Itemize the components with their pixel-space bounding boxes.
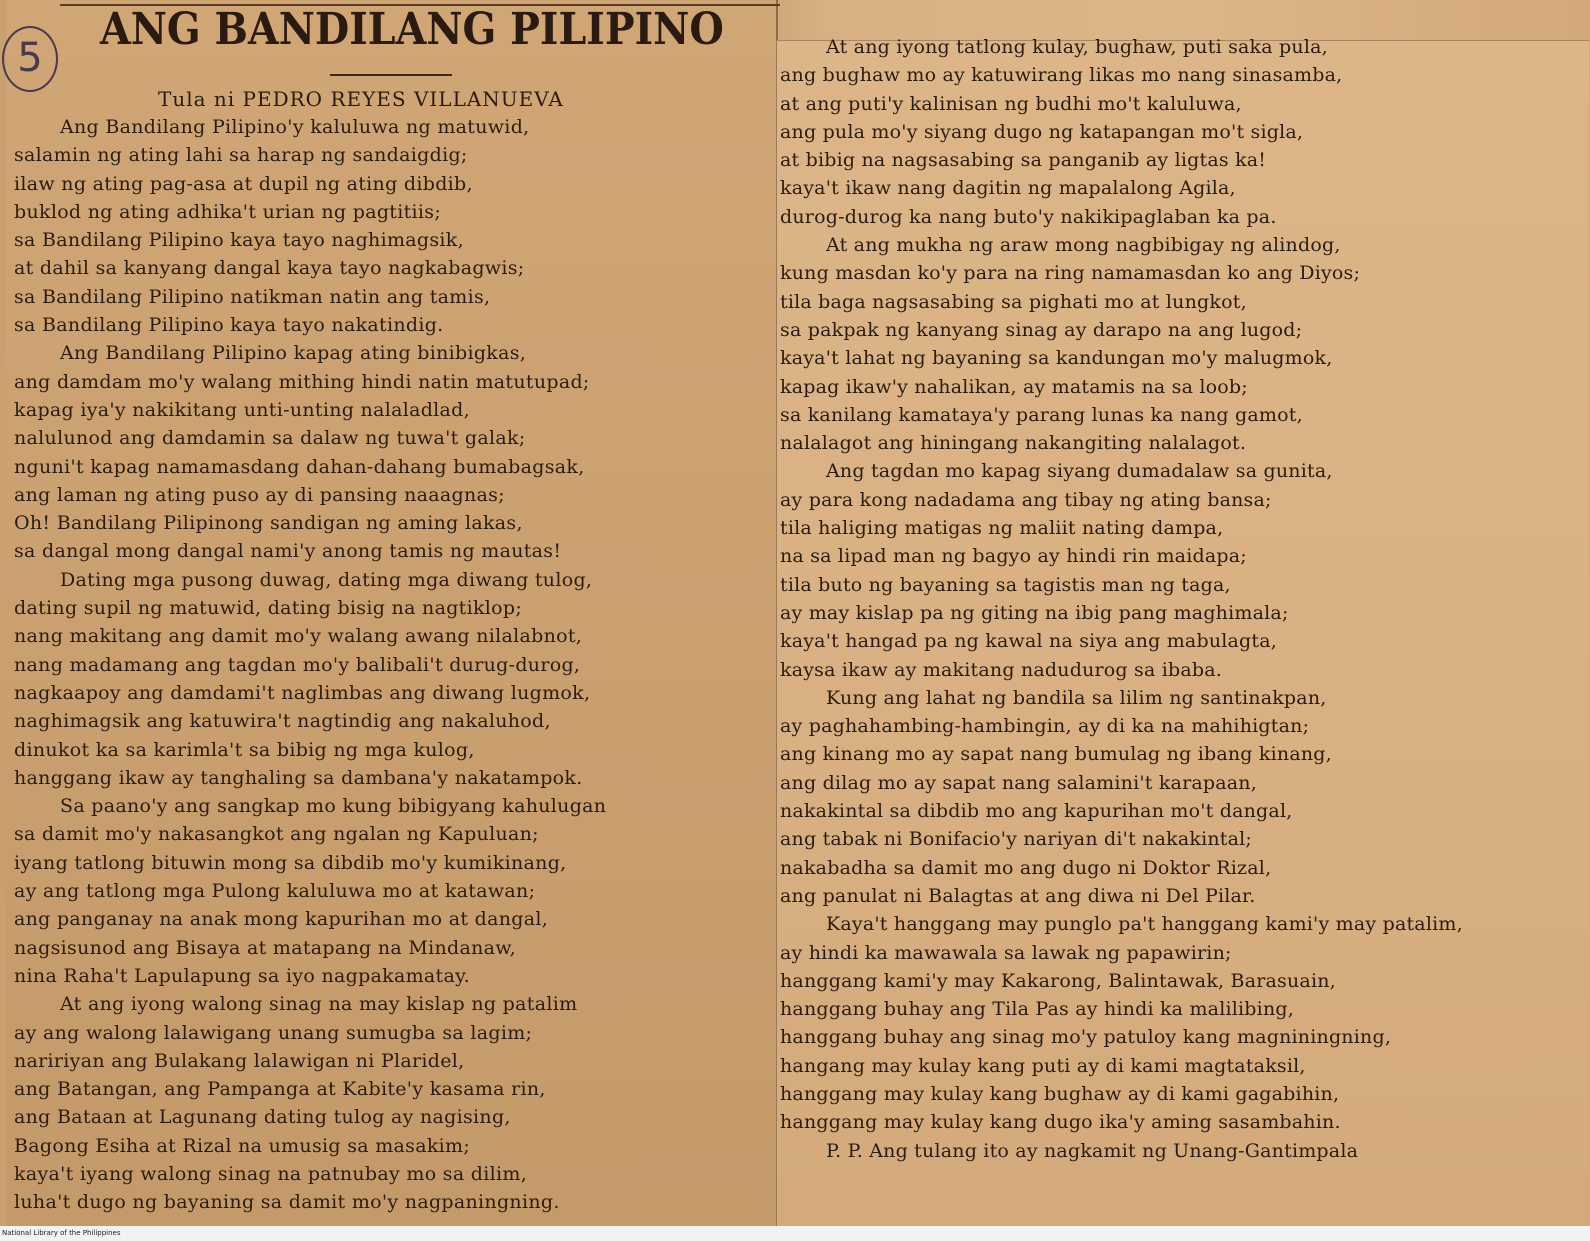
poem-line: salamin ng ating lahi sa harap ng sandaigdig;	[14, 144, 468, 167]
poem-line: At ang mukha ng araw mong nagbibigay ng alindog,	[826, 234, 1341, 257]
poem-line: nakabadha sa damit mo ang dugo ni Doktor Rizal,	[780, 856, 1272, 879]
page-number-mark: 5	[2, 26, 58, 92]
poem-line: Kaya't hanggang may punglo pa't hanggang kami'y may patalim,	[826, 913, 1463, 936]
library-credit: National Library of the Philippines	[2, 1229, 121, 1237]
poem-line: hanggang may kulay kang bughaw ay di kami gagabihin,	[780, 1082, 1340, 1105]
poem-line: ay para kong nadadama ang tibay ng ating bansa;	[780, 488, 1272, 511]
poem-line: nalulunod ang damdamin sa dalaw ng tuwa't galak;	[14, 427, 526, 450]
poem-line: sa Bandilang Pilipino kaya tayo nakatindig.	[14, 314, 444, 337]
poem-line: Sa paano'y ang sangkap mo kung bibigyang kahulugan	[60, 795, 607, 818]
poem-line: hanggang ikaw ay tanghaling sa dambana'y nakatampok.	[14, 766, 583, 789]
poem-line: nagkaapoy ang damdami't naglimbas ang diwang lugmok,	[14, 681, 591, 704]
poem-line: ay ang walong lalawigang unang sumugba sa lagim;	[14, 1021, 533, 1044]
poem-line: kaya't lahat ng bayaning sa kandungan mo'y malugmok,	[780, 347, 1333, 370]
poem-line: at dahil sa kanyang dangal kaya tayo nagkabagwis;	[14, 257, 525, 280]
title-separator	[330, 74, 452, 76]
poem-line: hanggang buhay ang sinag mo'y patuloy kang magniningning,	[780, 1026, 1392, 1049]
poem-line: tila haliging matigas ng maliit nating dampa,	[780, 517, 1224, 540]
poem-line: ay paghahambing-hambingin, ay di ka na mahihigtan;	[780, 715, 1310, 738]
poem-line: sa damit mo'y nakasangkot ang ngalan ng Kapuluan;	[14, 823, 539, 846]
right-poem-column	[780, 33, 1463, 1165]
poem-line: ang laman ng ating puso ay di pansing naaagnas;	[14, 483, 505, 506]
poem-line: sa dangal mong dangal nami'y anong tamis ng mautas!	[14, 540, 562, 563]
poem-title: ANG BANDILANG PILIPINO	[100, 4, 724, 55]
poem-line: hanggang buhay ang Tila Pas ay hindi ka malilibing,	[780, 998, 1294, 1021]
poem-line: ang tabak ni Bonifacio'y nariyan di't nakakintal;	[780, 828, 1253, 851]
poem-line: dinukot ka sa karimla't sa bibig ng mga kulog,	[14, 738, 475, 761]
poem-line: ang dilag mo ay sapat nang salamini't karapaan,	[780, 771, 1257, 794]
poem-line: hanggang kami'y may Kakarong, Balintawak, Barasuain,	[780, 969, 1336, 992]
poem-line: ay may kislap pa ng giting na ibig pang maghimala;	[780, 601, 1289, 624]
poem-line: kaya't ikaw nang dagitin ng mapalalong Agila,	[780, 177, 1236, 200]
poem-line: ang Bataan at Lagunang dating tulog ay nagising,	[14, 1106, 511, 1129]
poem-line: nang madamang ang tagdan mo'y balibali't durug-durog,	[14, 653, 581, 676]
poem-line: At ang iyong tatlong kulay, bughaw, puti saka pula,	[826, 36, 1328, 58]
poem-line: at bibig na nagsasabing sa panganib ay ligtas ka!	[780, 149, 1267, 172]
poem-byline: Tula ni PEDRO REYES VILLANUEVA	[158, 87, 564, 111]
poem-line: P. P. Ang tulang ito ay nagkamit ng Unang-Gantimpala	[826, 1139, 1359, 1162]
poem-line: nguni't kapag namamasdang dahan-dahang bumabagsak,	[14, 455, 585, 478]
poem-line: nina Raha't Lapulapung sa iyo nagpakamatay.	[14, 964, 470, 987]
poem-line: Ang Bandilang Pilipino kapag ating binibigkas,	[60, 342, 527, 365]
poem-line: kapag ikaw'y nahalikan, ay matamis na sa loob;	[780, 375, 1248, 398]
poem-line: kaya't hangad pa ng kawal na siya ang mabulagta,	[780, 630, 1278, 653]
poem-line: Ang Bandilang Pilipino'y kaluluwa ng matuwid,	[60, 116, 530, 138]
poem-line: na sa lipad man ng bagyo ay hindi rin maidapa;	[780, 545, 1247, 568]
poem-line: luha't dugo ng bayaning sa damit mo'y nagpaningning.	[14, 1191, 560, 1214]
poem-line: nalalagot ang hiningang nakangiting nalalagot.	[780, 432, 1247, 455]
poem-line: iyang tatlong bituwin mong sa dibdib mo'y kumikinang,	[14, 851, 567, 874]
poem-line: ang Batangan, ang Pampanga at Kabite'y kasama rin,	[14, 1078, 546, 1101]
poem-line: Dating mga pusong duwag, dating mga diwang tulog,	[60, 568, 593, 591]
poem-line: kaysa ikaw ay makitang nadudurog sa ibaba.	[780, 658, 1223, 681]
poem-line: dating supil ng matuwid, dating bisig na nagtiklop;	[14, 597, 523, 620]
poem-line: durog-durog ka nang buto'y nakikipaglaban ka pa.	[780, 205, 1277, 228]
poem-line: Kung ang lahat ng bandila sa lilim ng santinakpan,	[826, 686, 1327, 709]
poem-line: ang damdam mo'y walang mithing hindi natin matutupad;	[14, 370, 590, 393]
poem-line: Bagong Esiha at Rizal na umusig sa masakim;	[14, 1134, 471, 1157]
left-poem-column	[14, 113, 606, 1217]
footer-strip	[0, 1226, 1590, 1241]
poem-line: hangang may kulay kang puti ay di kami magtataksil,	[780, 1054, 1306, 1077]
poem-line: ang bughaw mo ay katuwirang likas mo nang sinasamba,	[780, 64, 1343, 87]
poem-line: sa kanilang kamataya'y parang lunas ka nang gamot,	[780, 403, 1303, 426]
poem-line: at ang puti'y kalinisan ng budhi mo't kaluluwa,	[780, 92, 1242, 115]
poem-line: nakakintal sa dibdib mo ang kapurihan mo't dangal,	[780, 800, 1293, 823]
poem-line: nagsisunod ang Bisaya at matapang na Mindanaw,	[14, 936, 516, 959]
poem-line: ay hindi ka mawawala sa lawak ng papawirin;	[780, 941, 1232, 964]
poem-line: ang pula mo'y siyang dugo ng katapangan mo't sigla,	[780, 120, 1304, 143]
poem-line: ang panulat ni Balagtas at ang diwa ni Del Pilar.	[780, 884, 1256, 907]
poem-line: naghimagsik ang katuwira't nagtindig ang nakaluhod,	[14, 710, 551, 733]
poem-line: sa Bandilang Pilipino kaya tayo naghimagsik,	[14, 229, 464, 252]
poem-line: Oh! Bandilang Pilipinong sandigan ng aming lakas,	[14, 512, 523, 535]
poem-line: nang makitang ang damit mo'y walang awang nilalabnot,	[14, 625, 583, 648]
poem-line: tila baga nagsasabing sa pighati mo at lungkot,	[780, 290, 1247, 313]
poem-line: buklod ng ating adhika't urian ng pagtitiis;	[14, 200, 442, 223]
poem-line: ilaw ng ating pag-asa at dupil ng ating dibdib,	[14, 172, 473, 195]
poem-line: ang panganay na anak mong kapurihan mo at dangal,	[14, 908, 549, 931]
poem-line: kung masdan ko'y para na ring namamasdan ko ang Diyos;	[780, 262, 1361, 285]
poem-line: hanggang may kulay kang dugo ika'y aming sasambahin.	[780, 1111, 1341, 1134]
poem-line: At ang iyong walong sinag na may kislap ng patalim	[60, 993, 578, 1016]
poem-line: Ang tagdan mo kapag siyang dumadalaw sa gunita,	[826, 460, 1333, 483]
poem-line: sa Bandilang Pilipino natikman natin ang tamis,	[14, 285, 491, 308]
poem-line: kapag iya'y nakikitang unti-unting nalaladlad,	[14, 398, 470, 421]
poem-line: tila buto ng bayaning sa tagistis man ng taga,	[780, 573, 1231, 596]
poem-line: kaya't iyang walong sinag na patnubay mo sa dilim,	[14, 1162, 528, 1185]
poem-line: ang kinang mo ay sapat nang bumulag ng ibang kinang,	[780, 743, 1332, 766]
poem-line: naririyan ang Bulakang lalawigan ni Plaridel,	[14, 1049, 465, 1072]
poem-line: sa pakpak ng kanyang sinag ay darapo na ang lugod;	[780, 318, 1303, 341]
poem-line: ay ang tatlong mga Pulong kaluluwa mo at katawan;	[14, 880, 536, 903]
